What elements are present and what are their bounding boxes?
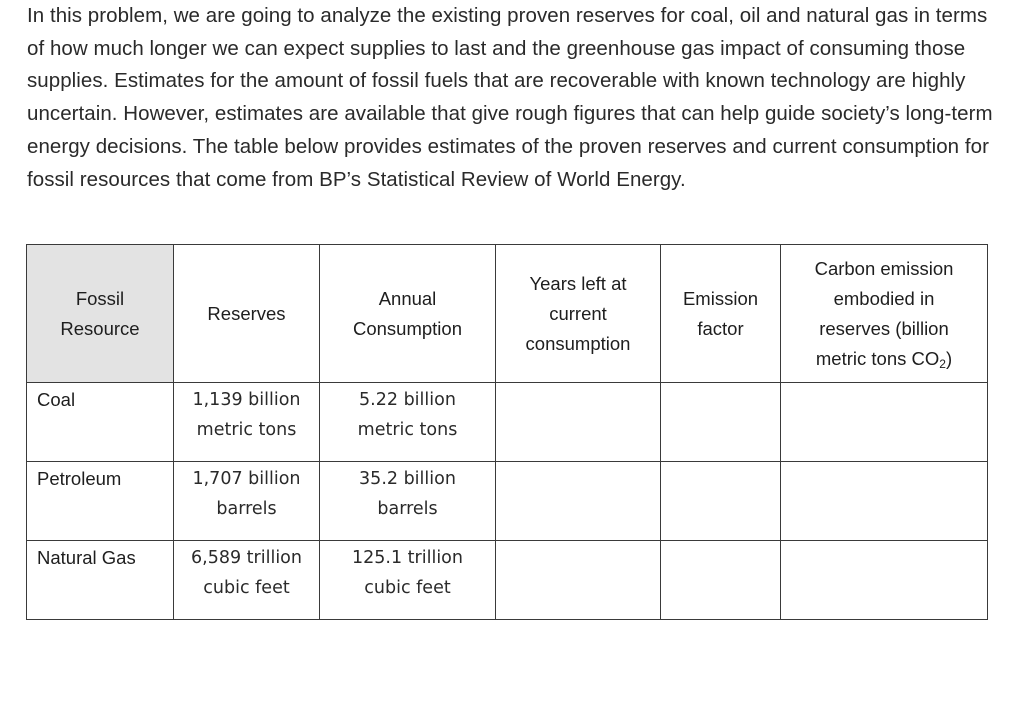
emission-factor-cell[interactable] (661, 541, 781, 620)
emission-factor-cell[interactable] (661, 462, 781, 541)
carbon-embodied-cell[interactable] (781, 462, 988, 541)
emission-factor-cell[interactable] (661, 383, 781, 462)
resource-name-cell: Natural Gas (27, 541, 174, 620)
reserves-cell: 6,589 trillion cubic feet (174, 541, 320, 620)
header-fossil-resource: Fossil Resource (27, 245, 174, 383)
header-reserves: Reserves (174, 245, 320, 383)
header-years-left: Years left at current consumption (496, 245, 661, 383)
years-left-cell[interactable] (496, 541, 661, 620)
header-emission-factor: Emission factor (661, 245, 781, 383)
table-row (27, 541, 988, 620)
table-row (27, 462, 988, 541)
carbon-embodied-cell[interactable] (781, 541, 988, 620)
table-header-row (27, 245, 988, 383)
fossil-reserves-table (26, 244, 988, 620)
reserves-cell: 1,707 billion barrels (174, 462, 320, 541)
annual-consumption-cell: 35.2 billion barrels (320, 462, 496, 541)
annual-consumption-cell: 125.1 trillion cubic feet (320, 541, 496, 620)
years-left-cell[interactable] (496, 383, 661, 462)
header-carbon-emission: Carbon emission embodied in reserves (billion metric tons $CO_2$) (781, 245, 988, 383)
annual-consumption-cell: 5.22 billion metric tons (320, 383, 496, 462)
resource-name-cell: Petroleum (27, 462, 174, 541)
table-row (27, 383, 988, 462)
resource-name-cell: Coal (27, 383, 174, 462)
carbon-embodied-cell[interactable] (781, 383, 988, 462)
header-annual-consumption: Annual Consumption (320, 245, 496, 383)
years-left-cell[interactable] (496, 462, 661, 541)
reserves-cell: 1,139 billion metric tons (174, 383, 320, 462)
intro-paragraph: In this problem, we are going to analyze the existing proven reserves for coal, oil and natural gas in terms of how much longer we can expect supplies to last and the greenhouse gas impact of consuming those supplies. Estimates for the amount of fossil fuels that are recoverable with known technology are highly uncertain. However, estimates are available that give rough figures that can help guide society’s long-term energy decisions. The table below provides estimates of the proven reserves and current consumption for fossil resources that come from BP’s Statistical Review of World Energy. (27, 4, 993, 191)
